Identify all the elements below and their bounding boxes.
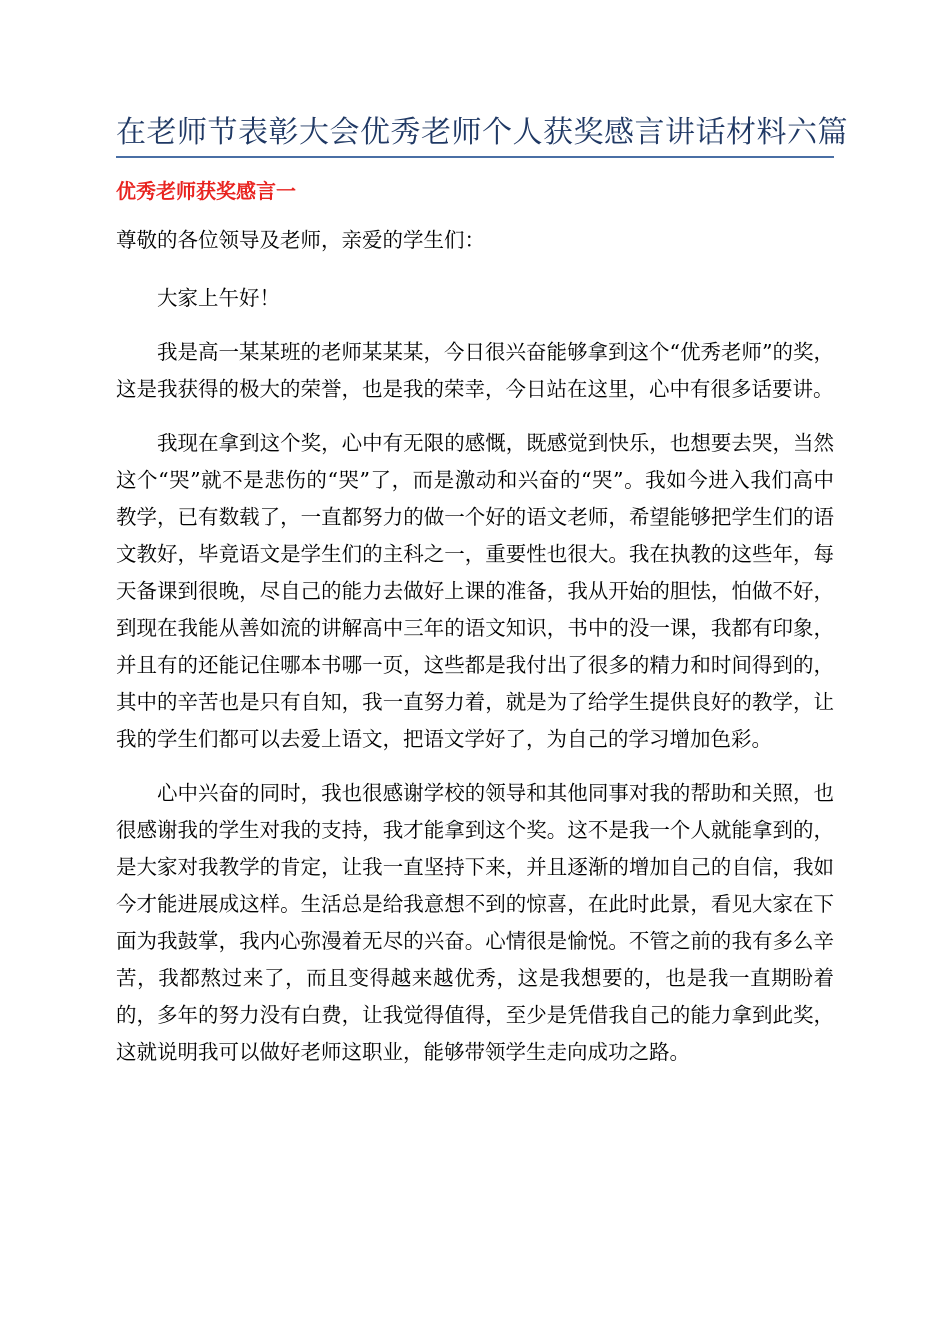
paragraph: 我是高一某某班的老师某某某，今日很兴奋能够拿到这个“优秀老师”的奖，这是我获得的极大的荣誉，也是我的荣幸，今日站在这里，心中有很多话要讲。 [116, 340, 834, 401]
paragraph: 我现在拿到这个奖，心中有无限的感慨，既感觉到快乐，也想要去哭，当然这个“哭”就不是悲伤的“哭”了，而是激动和兴奋的“哭”。我如今进入我们高中教学，已有数载了，一直都努力的做一个好的语文老师，希望能够把学生们的语文教好，毕竟语文是学生们的主科之一，重要性也很大。我在执教的这些年，每天备课到很晚，尽自己的能力去做好上课的准备，我从开始的胆怯，怕做不好，到现在我能从善如流的讲解高中三年的语文知识，书中的没一课，我都有印象，并且有的还能记住哪本书哪一页，这些都是我付出了很多的精力和时间得到的，其中的辛苦也是只有自知，我一直努力着，就是为了给学生提供良好的教学，让我的学生们都可以去爱上语文，把语文学好了，为自己的学习增加色彩。 [116, 431, 834, 751]
paragraph: 心中兴奋的同时，我也很感谢学校的领导和其他同事对我的帮助和关照，也很感谢我的学生对我的支持，我才能拿到这个奖。这不是我一个人就能拿到的，是大家对我教学的肯定，让我一直坚持下来，并且逐渐的增加自己的自信，我如今才能进展成这样。生活总是给我意想不到的惊喜，在此时此景，看见大家在下面为我鼓掌，我内心弥漫着无尽的兴奋。心情很是愉悦。不管之前的我有多么辛苦，我都熬过来了，而且变得越来越优秀，这是我想要的，也是我一直期盼着的，多年的努力没有白费，让我觉得值得，至少是凭借我自己的能力拿到此奖，这就说明我可以做好老师这职业，能够带领学生走向成功之路。 [116, 781, 834, 1064]
paragraph: 大家上午好！ [157, 286, 280, 310]
document-body [116, 222, 834, 1088]
section-heading: 优秀老师获奖感言一 [116, 179, 296, 203]
document-title: 在老师节表彰大会优秀老师个人获奖感言讲话材料六篇 [116, 112, 834, 158]
salutation: 尊敬的各位领导及老师，亲爱的学生们： [116, 228, 485, 252]
